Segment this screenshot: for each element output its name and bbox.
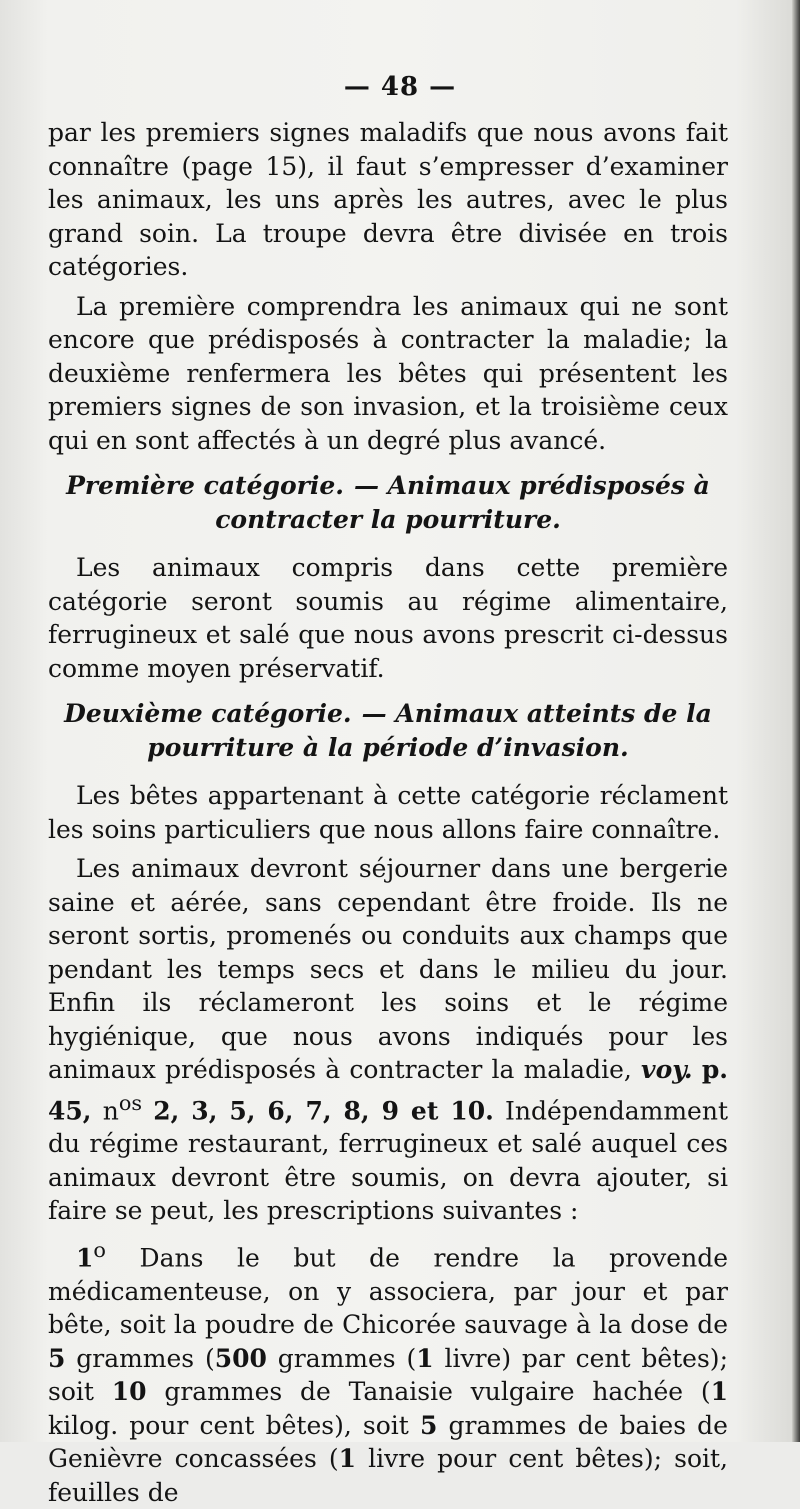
number-list: 2, 3, 5, 6, 7, 8, 9 et 10. — [153, 1095, 494, 1125]
text-run: n — [102, 1095, 119, 1125]
paragraph-second-category-intro: Les bêtes appartenant à cette catégorie réclament les soins particuliers que nous allons faire connaître. — [48, 781, 728, 844]
number: 500 — [214, 1343, 267, 1373]
number: 1 — [710, 1377, 728, 1407]
heading-title: — Animaux prédisposés à contracter la pourriture. — [215, 471, 710, 534]
heading-title: — Animaux atteints de la pourriture à la période d’invasion. — [147, 699, 712, 762]
page-number: — 48 — — [343, 72, 457, 102]
paragraph-first-category: Les animaux compris dans cette première catégorie seront soumis au régime alimentaire, ferrugineux et salé que nous avons prescrit ci-dessus comme moyen préservatif. — [48, 553, 728, 683]
text-run: Les animaux devront séjourner dans une bergerie saine et aérée, sans cependant être froide. Ils ne seront sortis, promenés ou conduits aux champs que pendant les temps secs et dans le milieu du jour. Enfin ils réclameront les soins et le régime hygiénique, que nous avons indiqués pour les animaux prédisposés à contracter la maladie, — [48, 854, 728, 1084]
heading-second-category — [48, 697, 728, 765]
number: 10 — [111, 1377, 147, 1407]
number: 1 — [416, 1343, 434, 1373]
body-text — [48, 116, 728, 1509]
heading-label: Deuxième catégorie. — [64, 699, 352, 728]
list-number: 1 — [76, 1243, 94, 1273]
paragraph-categories: La première comprendra les animaux qui ne sont encore que prédisposés à contracter la maladie; la deuxième renfermera les bêtes qui présentent les premiers signes de son invasion, et la troisième ceux qui en sont affectés à un degré plus avancé. — [48, 291, 728, 455]
number: 5 — [419, 1410, 438, 1440]
superscript: o — [93, 1237, 106, 1262]
heading-label: Première catégorie. — [66, 471, 344, 500]
text-run: grammes ( — [277, 1343, 417, 1373]
heading-first-category — [48, 469, 728, 537]
number: 5 — [48, 1343, 66, 1373]
text-run: grammes de baies de Genièvre concassées ( — [48, 1410, 728, 1474]
text-run: grammes de Tanaisie vulgaire hachée ( — [164, 1377, 711, 1407]
text-run: livre) par cent bêtes); soit — [48, 1343, 728, 1407]
paragraph-care-instructions — [48, 852, 728, 1228]
number: 1 — [338, 1444, 357, 1474]
text-run-italic: voy. — [641, 1055, 693, 1084]
paragraph-prescription-1 — [48, 1234, 728, 1509]
page-reference: p. 45, — [48, 1055, 729, 1125]
page-edge-shadow — [792, 0, 800, 1442]
text-run: kilog. pour cent bêtes), soit — [48, 1410, 409, 1440]
superscript: os — [118, 1090, 143, 1115]
text-run: Dans le but de rendre la provende médicamenteuse, on y associera, par jour et par bête, soit la poudre de Chicorée sauvage à la dose de — [48, 1243, 728, 1340]
text-run: livre pour cent bêtes); soit, feuilles de — [48, 1444, 729, 1507]
text-run: Indépendamment du régime restaurant, ferrugineux et salé auquel ces animaux devront être soumis, on devra ajouter, si faire se peut, les prescriptions suivantes : — [48, 1095, 728, 1226]
text-run: grammes ( — [76, 1343, 215, 1373]
paragraph-continuation: par les premiers signes maladifs que nous avons fait connaître (page 15), il faut s’empresser d’examiner les animaux, les uns après les autres, avec le plus grand soin. La troupe devra être divisée en trois catégories. — [48, 118, 728, 281]
